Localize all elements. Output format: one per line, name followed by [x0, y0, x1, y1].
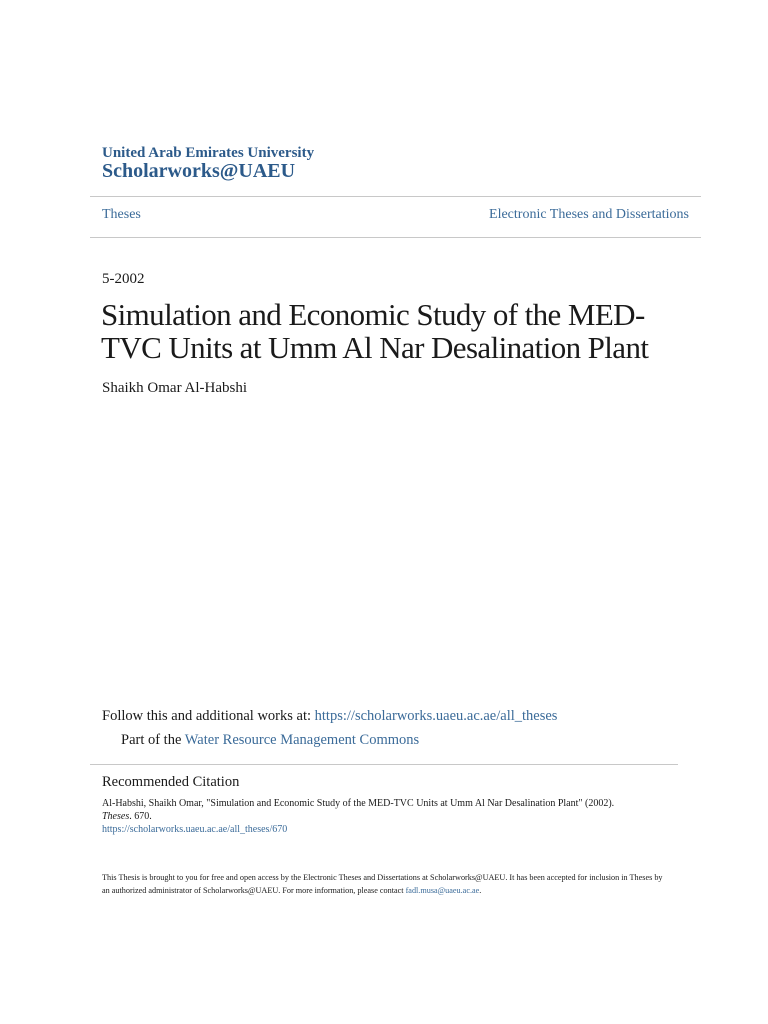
footer-notice: [102, 871, 672, 897]
footer-end: .: [479, 886, 482, 895]
publication-date: 5-2002: [102, 271, 145, 287]
water-resource-commons-link[interactable]: Water Resource Management Commons: [184, 732, 420, 748]
follow-prefix: Follow this and additional works at:: [102, 708, 315, 724]
document-author: Shaikh Omar Al-Habshi: [102, 380, 247, 396]
citation-series-line: [102, 810, 662, 823]
citation-heading: Recommended Citation: [102, 774, 240, 790]
citation-block: [102, 797, 662, 836]
part-of-prefix: Part of the: [121, 732, 185, 748]
citation-series: Theses: [102, 811, 130, 822]
citation-divider: [90, 764, 678, 765]
follow-line: [102, 708, 557, 725]
footer-text: This Thesis is brought to you for free and open access by the Electronic Theses and Dissertations at Scholarworks@UAEU. It has been accepted for inclusion in Theses by an authorized administrator of Scholarworks@UAEU. For more information, please contact: [102, 873, 663, 895]
citation-url-link[interactable]: https://scholarworks.uaeu.ac.ae/all_theses/670: [102, 824, 288, 835]
citation-text: Al-Habshi, Shaikh Omar, "Simulation and Economic Study of the MED-TVC Units at Umm Al Nar Desalination Plant" (2002).: [102, 798, 615, 809]
header-divider-bottom: [90, 237, 701, 238]
breadcrumb-theses-link[interactable]: Theses: [102, 207, 141, 222]
document-title: Simulation and Economic Study of the MED-TVC Units at Umm Al Nar Desalination Plant: [101, 297, 649, 365]
part-of-line: [121, 732, 419, 749]
follow-url-link[interactable]: https://scholarworks.uaeu.ac.ae/all_theses: [314, 708, 558, 724]
contact-email-link[interactable]: fadl.musa@uaeu.ac.ae: [405, 886, 480, 895]
header-divider-top: [90, 196, 701, 197]
university-name: United Arab Emirates University: [102, 145, 315, 161]
citation-series-suffix: . 670.: [129, 811, 152, 822]
repository-link[interactable]: Scholarworks@UAEU: [102, 160, 296, 182]
breadcrumb-etd-link[interactable]: Electronic Theses and Dissertations: [489, 207, 689, 222]
